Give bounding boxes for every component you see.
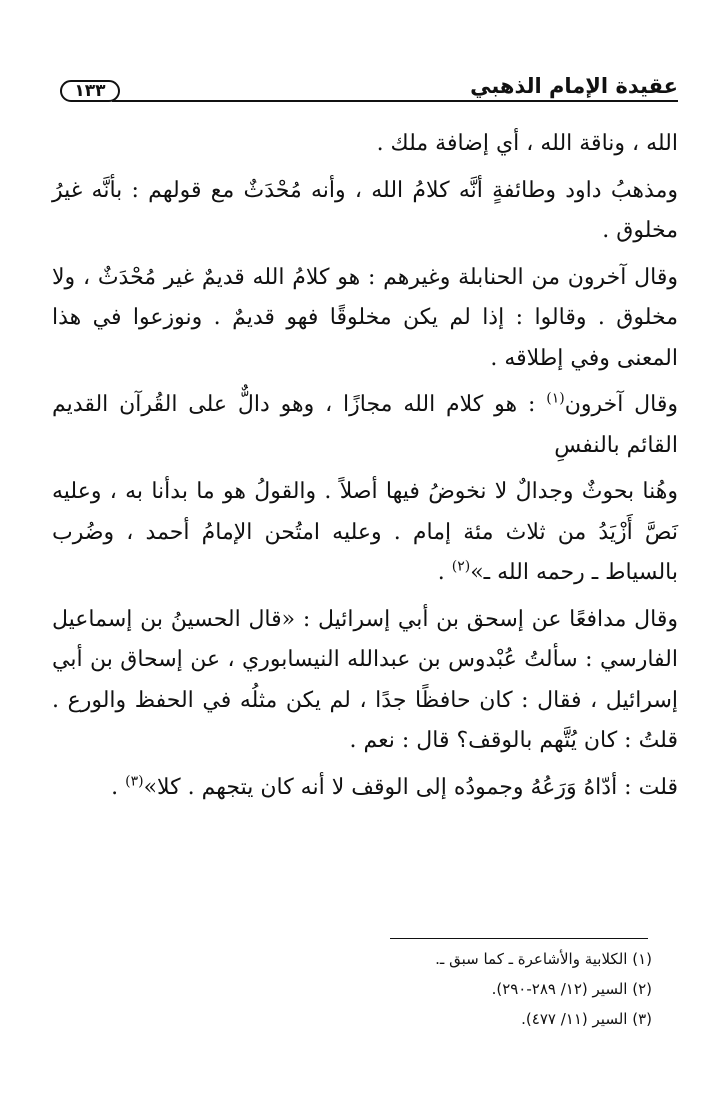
page-header [52, 74, 678, 106]
paragraph-4-text-b: : هو كلام الله مجازًا ، وهو دالٌّ على القُرآن القديم القائم بالنفسِ [52, 392, 678, 458]
paragraph-1: الله ، وناقة الله ، أي إضافة ملك . [376, 131, 678, 156]
page-number: ١٣٣ [60, 80, 120, 102]
header-rule [112, 100, 678, 102]
paragraph-2: ومذهبُ داود وطائفةٍ أنَّه كلامُ الله ، وأنه مُحْدَثٌ مع قولهم : بأنَّه غيرُ مخلوق . [52, 177, 678, 243]
footnote-2: (٢) السير (١٢/ ٢٨٩-٢٩٠). [491, 980, 652, 998]
running-title: عقيدة الإمام الذهبي [470, 74, 678, 98]
paragraph-4 [52, 385, 678, 466]
footnote-separator [390, 938, 648, 939]
footnote-ref-3: (٣) [125, 773, 144, 790]
body-text [52, 124, 678, 808]
paragraph-7 [52, 768, 678, 809]
footnote-1: (١) الكلابية والأشاعرة ـ كما سبق ـ. [435, 950, 652, 968]
paragraph-5-text-b: . [437, 560, 452, 585]
paragraph-7-text-a: قلت : أدّاهُ وَرَعُهُ وجمودُه إلى الوقف لا أنه كان يتجهم . كلا» [143, 774, 678, 800]
paragraph-5-text-a: وهُنا بحوثٌ وجدالٌ لا نخوضُ فيها أصلاً . والقولُ هو ما بدأنا به ، وعليه نَصَّ أَزْيَدُ من ثلاث مئة إمام . وعليه امتُحن الإمامُ أحمد ، وضُرب بالسياط ـ رحمه الله ـ» [52, 479, 678, 585]
paragraph-7-text-b: . [111, 774, 126, 800]
footnote-ref-1: (١) [546, 390, 565, 407]
paragraph-3: وقال آخرون من الحنابلة وغيرهم : هو كلامُ الله قديمٌ غير مُحْدَثٌ ، ولا مخلوق . وقالوا : إذا لم يكن مخلوقًا فهو قديمٌ . ونوزعوا في هذا المعنى وفي إطلاقه . [52, 264, 678, 371]
footnote-ref-2: (٢) [451, 558, 471, 575]
paragraph-5 [52, 472, 678, 594]
footnote-3: (٣) السير (١١/ ٤٧٧). [521, 1010, 652, 1028]
footnotes [52, 944, 652, 1034]
paragraph-4-text-a: وقال آخرون [564, 392, 678, 417]
paragraph-6: وقال مدافعًا عن إسحق بن أبي إسرائيل : «قال الحسينُ بن إسماعيل الفارسي : سألتُ عُبْدوس بن عبدالله النيسابوري ، عن إسحاق بن أبي إسرائيل ، فقال : كان حافظًا جدًا ، لم يكن مثلُه في الحفظ والورع . قلتُ : كان يُتَّهم بالوقف؟ قال : نعم . [52, 606, 678, 753]
